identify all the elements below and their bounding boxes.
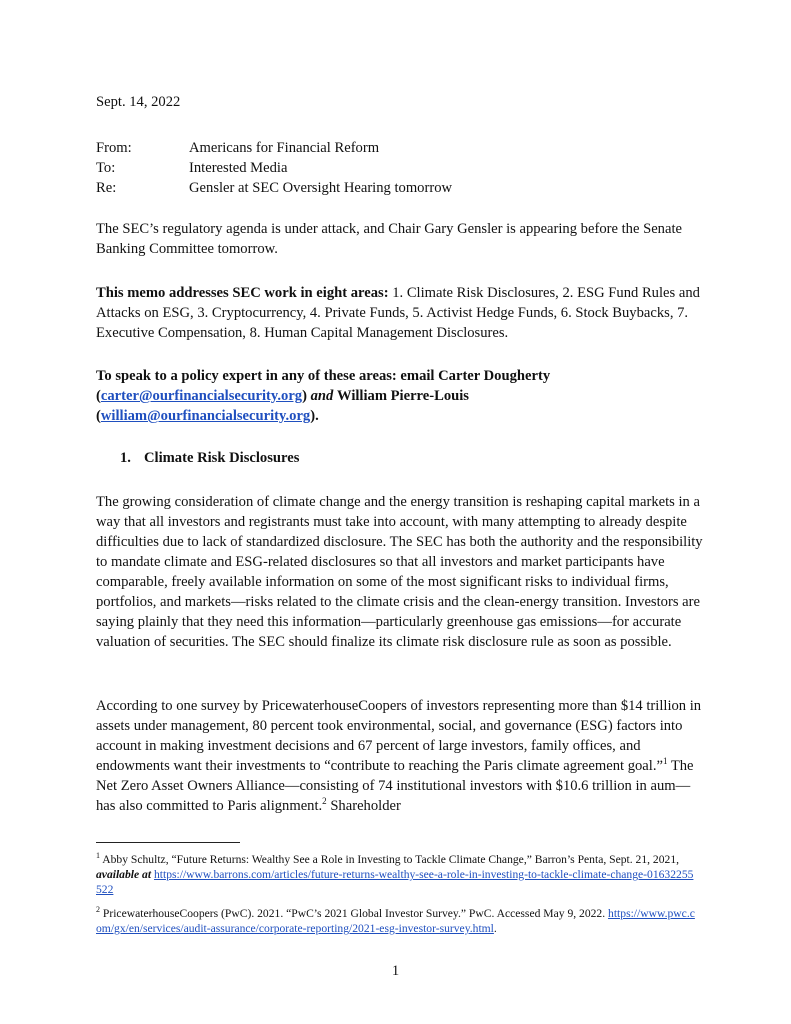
from-value: Americans for Financial Reform xyxy=(189,140,380,156)
footnote-separator xyxy=(96,842,240,843)
intro-paragraph: The SEC’s regulatory agenda is under attack, and Chair Gary Gensler is appearing before the Senate Banking Committee tomorrow. xyxy=(96,221,682,257)
survey-text-2: The Net Zero Asset Owners Alliance—consisting of 74 institutional investors with $10.6 trillion in aum—has also committed to Paris alignment. xyxy=(96,758,694,814)
footnote-ref-1[interactable]: 1 xyxy=(662,756,668,767)
memo-areas-lead: This memo addresses SEC work in eight areas: xyxy=(96,285,389,301)
footnote-2-text: PricewaterhouseCoopers (PwC). 2021. “PwC’s 2021 Global Investor Survey.” PwC. Accessed May 9, 2022. xyxy=(100,907,609,920)
paren-open-2: ( xyxy=(96,408,101,424)
footnote-ref-2[interactable]: 2 xyxy=(322,796,327,807)
footnote-2-number: 2 xyxy=(96,905,100,915)
footnote-2 xyxy=(96,906,696,936)
survey-text-3: Shareholder xyxy=(326,798,401,814)
survey-text-1: According to one survey by PricewaterhouseCoopers of investors representing more than $14 trillion in assets under management, 80 percent took environmental, social, and governance (ESG) factors into account in making investment decisions and 67 percent of large investors, family offices, and endowments want their investments to “contribute to reaching the Paris climate agreement goal.” xyxy=(96,698,702,774)
footnote-1-number: 1 xyxy=(96,851,100,861)
climate-paragraph: The growing consideration of climate change and the energy transition is reshaping capital markets in a way that all investors and registrants must take into account, with many attempting to already despite difficulties due to lack of standardized disclosure. The SEC has both the authority and the responsibility to mandate climate and ESG-related disclosures so that all investors and market participants have comparable, freely available information on some of the most significant risks to individual firms, portfolios, and markets—risks related to the climate crisis and the clean-energy transition. Investors are saying plainly that they need this information—particularly greenhouse gas emissions—for accurate valuation of securities. The SEC should finalize its climate risk disclosure rule as soon as possible. xyxy=(96,494,703,650)
email-link-william[interactable]: william@ourfinancialsecurity.org xyxy=(100,408,311,424)
contact-name-2: William Pierre-Louis xyxy=(336,388,469,404)
section-title: Climate Risk Disclosures xyxy=(144,450,300,466)
memo-areas-paragraph xyxy=(96,283,703,343)
and-word: and xyxy=(306,388,337,404)
from-label: From: xyxy=(96,140,132,156)
paren-close: ) xyxy=(302,388,307,404)
re-value: Gensler at SEC Oversight Hearing tomorrow xyxy=(189,180,453,196)
footnote-1-link[interactable]: https://www.barrons.com/articles/future-returns-wealthy-see-a-role-in-investing-to-tackle-climate-change-01632255522 xyxy=(96,868,694,896)
footnote-2-link[interactable]: https://www.pwc.com/gx/en/services/audit-assurance/corporate-reporting/2021-esg-investor-survey.html xyxy=(96,907,695,935)
paren-close-2: ). xyxy=(310,408,319,424)
section-number: 1. xyxy=(120,450,131,466)
footnote-1 xyxy=(96,852,696,897)
survey-paragraph xyxy=(96,696,703,816)
footnote-2-period: . xyxy=(493,922,497,935)
email-link-carter[interactable]: carter@ourfinancialsecurity.org xyxy=(100,388,303,404)
memo-date: Sept. 14, 2022 xyxy=(96,94,181,110)
footnote-1-text: Abby Schultz, “Future Returns: Wealthy See a Role in Investing to Tackle Climate Change,” Barron’s Penta, Sept. 21, 2021, xyxy=(100,853,680,866)
page-number: 1 xyxy=(391,963,400,979)
contact-lead: To speak to a policy expert in any of these areas: email Carter Dougherty xyxy=(96,368,551,384)
contact-paragraph xyxy=(96,366,703,426)
footnote-1-italic: available at xyxy=(96,868,152,881)
re-label: Re: xyxy=(96,180,117,196)
to-label: To: xyxy=(96,160,116,176)
paren-open: ( xyxy=(96,388,101,404)
to-value: Interested Media xyxy=(189,160,288,176)
memo-areas-list: 1. Climate Risk Disclosures, 2. ESG Fund Rules and Attacks on ESG, 3. Cryptocurrency, 4. Private Funds, 5. Activist Hedge Funds, 6. Stock Buybacks, 7. Executive Compensation, 8. Human Capital Management Disclosures. xyxy=(96,285,700,341)
